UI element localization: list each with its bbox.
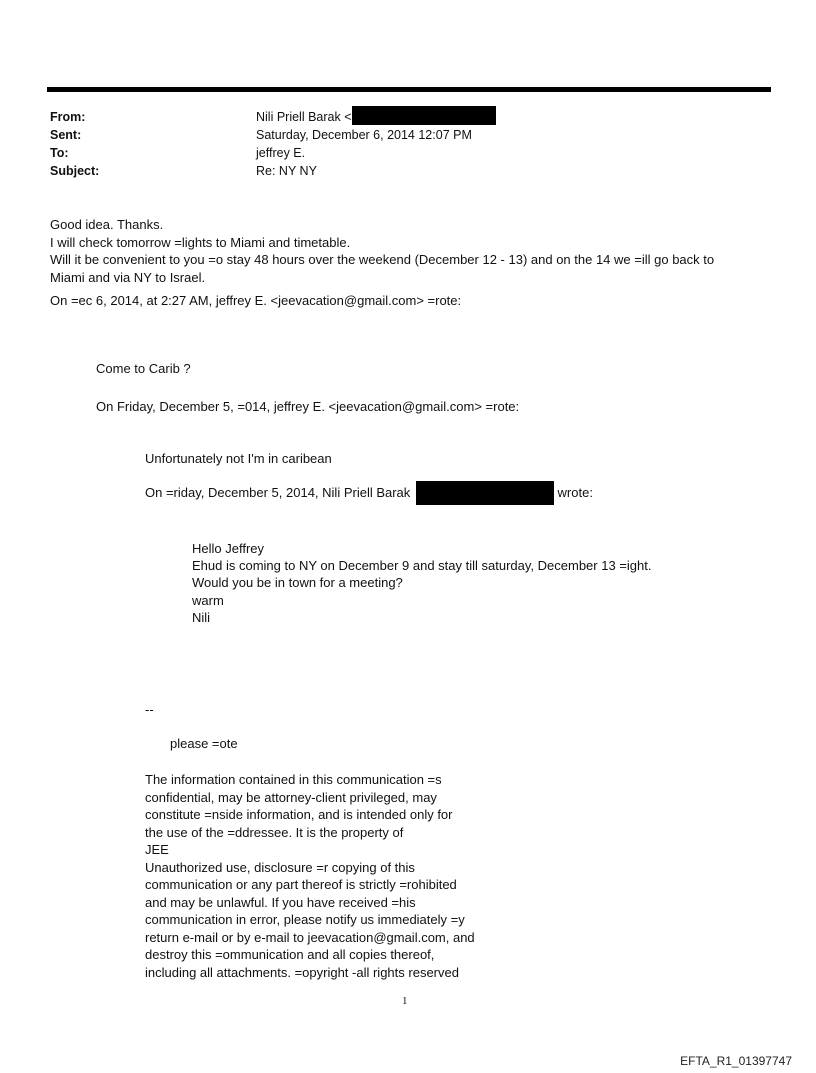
from-value xyxy=(256,108,496,126)
disclaimer-line: communication or any part thereof is strictly =rohibited xyxy=(145,877,457,892)
signature-separator: -- xyxy=(145,702,154,717)
disclaimer-line: including all attachments. =opyright -all rights reserved xyxy=(145,964,459,980)
original-line: Nili xyxy=(192,609,211,625)
disclaimer-line: Unauthorized use, disclosure =r copying of this xyxy=(145,859,415,875)
original-line: Would you be in town for a meeting? xyxy=(192,575,403,591)
reply-line: I will check tomorrow =lights to Miami and timetable. xyxy=(50,234,351,250)
quote1-text: Come to Carib ? xyxy=(96,361,191,376)
quote1-attribution: On =ec 6, 2014, at 2:27 AM, jeffrey E. <jeevacation@gmail.com> =rote: xyxy=(50,293,462,308)
disclaimer-line: and may be unlawful. If you have received =his xyxy=(145,894,416,910)
to-label: To: xyxy=(50,146,69,160)
redaction-box xyxy=(416,481,554,505)
reply-line: Miami and via NY to Israel. xyxy=(50,269,206,285)
reply-line: Good idea. Thanks. xyxy=(50,217,164,232)
sent-value: Saturday, December 6, 2014 12:07 PM xyxy=(256,128,472,142)
redaction-box xyxy=(352,106,496,125)
quote3-attribution xyxy=(145,484,593,505)
disclaimer-line: The information contained in this communication =s xyxy=(145,772,442,787)
quote2-text: Unfortunately not I'm in caribean xyxy=(145,451,332,466)
from-label: From: xyxy=(50,110,86,124)
disclaimer xyxy=(145,771,475,981)
original-message xyxy=(192,540,651,626)
to-value: jeffrey E. xyxy=(256,146,306,160)
disclaimer-line: the use of the =ddressee. It is the property of xyxy=(145,824,404,840)
original-line: Hello Jeffrey xyxy=(192,541,265,556)
please-note: please =ote xyxy=(170,736,238,751)
reply-body xyxy=(50,216,714,286)
reply-line: Will it be convenient to you =o stay 48 hours over the weekend (December 12 - 13) and on the 14 we =ill go back to xyxy=(50,252,715,267)
quote2-attribution: On Friday, December 5, =014, jeffrey E. <jeevacation@gmail.com> =rote: xyxy=(96,399,520,414)
header-rule xyxy=(47,87,771,92)
disclaimer-line: return e-mail or by e-mail to jeevacation@gmail.com, and xyxy=(145,929,475,945)
quote3-attribution-prefix: On =riday, December 5, 2014, Nili Priell Barak xyxy=(145,485,411,500)
subject-label: Subject: xyxy=(50,164,100,178)
disclaimer-line: constitute =nside information, and is intended only for xyxy=(145,807,453,822)
disclaimer-line: JEE xyxy=(145,842,169,857)
from-name: Nili Priell Barak < xyxy=(256,110,352,124)
subject-value: Re: NY NY xyxy=(256,164,317,178)
original-line: Ehud is coming to NY on December 9 and stay till saturday, December 13 =ight. xyxy=(192,558,652,574)
original-line: warm xyxy=(192,592,224,608)
quote3-attribution-suffix: wrote: xyxy=(557,485,593,500)
sent-label: Sent: xyxy=(50,128,82,142)
page-number: 1 xyxy=(402,995,408,1007)
disclaimer-line: destroy this =ommunication and all copies thereof, xyxy=(145,947,435,962)
disclaimer-line: communication in error, please notify us immediately =y xyxy=(145,912,465,927)
document-id: EFTA_R1_01397747 xyxy=(680,1054,792,1068)
disclaimer-line: confidential, may be attorney-client privileged, may xyxy=(145,789,437,805)
